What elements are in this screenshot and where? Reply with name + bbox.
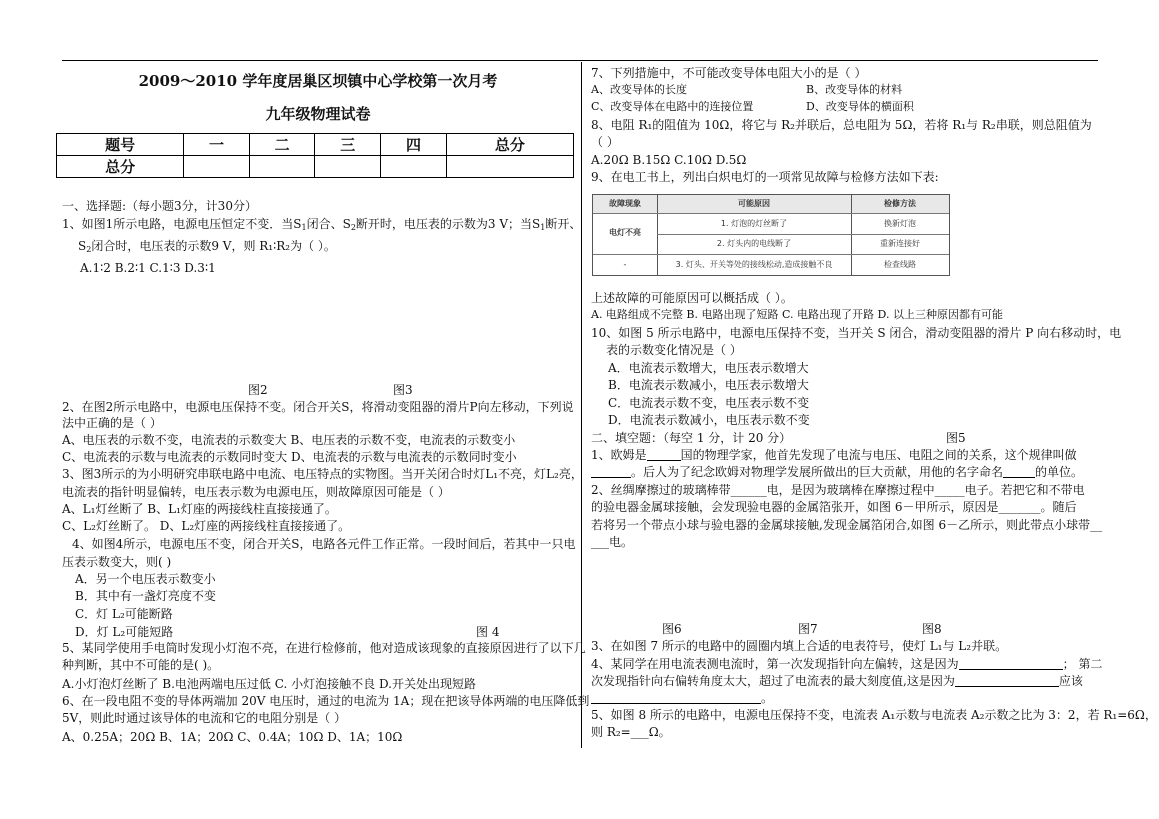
f1-blank: [591, 465, 631, 478]
q4-option-c: C．灯 L₂可能断路: [75, 607, 173, 621]
q5-options: A.小灯泡灯丝断了 B.电池两端电压过低 C. 小灯泡接触不良 D.开关处出现短路: [62, 677, 476, 691]
q1-sub: 1: [301, 223, 307, 232]
f4-text: 4、某同学在用电流表测电流时，第一次发现指针向左偏转，这是因为: [591, 657, 959, 671]
q9-line: 9、在电工书上，列出白炽电灯的一项常见故障与检修方法如下表:: [591, 170, 939, 184]
f4-line2: [591, 673, 1083, 689]
q3-line1: 3、图3所示的为小明研究串联电路中电流、电压特点的实物图。当开关闭合时灯L₁不亮，灯L₂亮，: [62, 467, 583, 481]
q5-line2: 种判断，其中不可能的是( )。: [62, 658, 220, 672]
q10-option-a: A．电流表示数增大，电压表示数增大: [608, 361, 809, 375]
f4-blank: [959, 657, 1063, 670]
f4-text: 应该: [1058, 674, 1083, 688]
q6-line2: 5V，则此时通过该导体的电流和它的电阻分别是（ ）: [62, 711, 347, 725]
q2-options2: C、电流表的示数与电流表的示数同时变大 D、电流表的示数与电流表的示数同时变小: [62, 450, 517, 464]
q4-option-d: D．灯 L₂可能短路: [75, 625, 174, 639]
q10-option-b: B．电流表示数减小，电压表示数增大: [608, 378, 809, 392]
q7-option-b: B、改变导体的材料: [806, 83, 903, 96]
q1-sub: 2: [350, 223, 356, 232]
fault-header-fix: 检修方法: [851, 195, 949, 213]
fig6-label: 图6: [662, 622, 682, 636]
fault-header-symptom: 故障现象: [593, 195, 657, 213]
fault-symptom: 电灯不亮: [609, 228, 641, 237]
q10-line1: 10、如图 5 所示电路中，电源电压保持不变，当开关 S 闭合，滑动变阻器的滑片 P 向右移动时，电: [591, 326, 1122, 340]
fault-table-divider: [593, 254, 949, 255]
q2-line1: 2、在图2所示电路中，电源电压保持不变。闭合开关S，将滑动变阻器的滑片P向左移动，下列说: [62, 400, 574, 414]
q1-text: 断开、: [545, 217, 582, 231]
f1-text: 的单位。: [1035, 465, 1084, 479]
q1-text: 断开时，电压表的示数为3 V；当S: [355, 217, 541, 231]
score-cell-empty: [315, 156, 381, 178]
q1-text: 闭合、S: [306, 217, 351, 231]
f4-text: 。: [761, 691, 774, 705]
f2-line4: ___电。: [591, 535, 634, 549]
fig3-label: 图3: [393, 383, 413, 397]
q4-line1: 4、如图4所示，电源电压不变，闭合开关S，电路各元件工作正常。一段时间后，若其中一只电: [72, 537, 576, 551]
score-cell: 总分: [57, 156, 184, 178]
q6-line1: 6、在一段电阻不变的导体两端加 20V 电压时，通过的电流为 1A；现在把该导体两端的电压降低到: [62, 694, 590, 708]
q10-option-d: D．电流表示数减小，电压表示数不变: [608, 413, 810, 427]
q5-line1: 5、某同学使用手电筒时发现小灯泡不亮，在进行检修前，他对造成该现象的直接原因进行了以下几: [62, 641, 586, 655]
f5-line1: 5、如图 8 所示的电路中，电源电压保持不变，电流表 A₁示数与电流表 A₂示数之比为 3：2，若 R₁=6Ω，: [591, 708, 1157, 722]
fault-fix: 换新灯泡: [884, 219, 916, 228]
q1-text: S: [78, 239, 87, 253]
score-cell: 一: [184, 134, 250, 156]
section2-header: 二、填空题：（每空 1 分，计 20 分）: [591, 431, 792, 445]
score-cell-empty: [249, 156, 315, 178]
score-cell: 二: [249, 134, 315, 156]
f4-text: ； 第二: [1062, 657, 1103, 671]
q9-options: A. 电路组成不完整 B. 电路出现了短路 C. 电路出现了开路 D. 以上三种原因都有可能: [591, 308, 1003, 321]
f4-text: 次发现指针向右偏转角度太大，超过了电流表的最大刻度值,这是因为: [591, 674, 955, 688]
f1-line1: [591, 447, 1077, 463]
q2-options1: A、电压表的示数不变，电流表的示数变大 B、电压表的示数不变，电流表的示数变小: [62, 433, 516, 447]
q10-line2: 表的示数变化情况是（ ）: [606, 343, 742, 357]
q8-line2: （ ）: [591, 135, 619, 149]
q1-options: A.1∶2 B.2∶1 C.1∶3 D.3∶1: [80, 261, 216, 275]
f4-line3: [591, 690, 773, 706]
q7-line: 7、下列措施中，不可能改变导体电阻大小的是（ ）: [591, 66, 867, 80]
f2-line3: 若将另一个带点小球与验电器的金属球接触,发现金属箔闭合,如图 6－乙所示，则此带点小球带__: [591, 518, 1103, 532]
q3-options1: A、L₁灯丝断了 B、L₁灯座的两接线柱直接接通了。: [62, 502, 337, 516]
q1-text: 闭合时，电压表的示数9 V，则 R₁∶R₂为（ ）。: [91, 239, 336, 253]
q7-option-d: D、改变导体的横面积: [806, 100, 914, 113]
score-cell: 三: [315, 134, 381, 156]
exam-subtitle: 九年级物理试卷: [265, 105, 371, 123]
fig2-label: 图2: [248, 383, 268, 397]
score-cell-empty: [381, 156, 447, 178]
f1-text: 国的物理学家，他首先发现了电流与电压、电阻之间的关系，这个规律叫做: [680, 448, 1077, 462]
f1-blank: [647, 448, 681, 461]
f3-line: 3、在如图 7 所示的电路中的圆圈内填上合适的电表符号，使灯 L₁与 L₂并联。: [591, 639, 1008, 653]
f5-line2: 则 R₂=___Ω。: [591, 725, 671, 739]
q7-option-c: C、改变导体在电路中的连接位置: [591, 100, 754, 113]
q1-text: 1、如图1所示电路，电源电压恒定不变．当S: [62, 217, 302, 231]
q9-line2: 上述故障的可能原因可以概括成（ ）。: [591, 291, 793, 305]
q4-line2: 压表示数变大，则( ): [62, 555, 172, 569]
q4-option-a: A．另一个电压表示数变小: [75, 572, 216, 586]
q6-options: A、0.25A；20Ω B、1A；20Ω C、0.4A；10Ω D、1A；10Ω: [62, 730, 403, 744]
f1-line2: [591, 464, 1083, 480]
q3-options2: C、L₂灯丝断了。 D、L₂灯座的两接线柱直接接通了。: [62, 519, 351, 533]
score-cell: 题号: [57, 134, 184, 156]
f1-text: 。后人为了纪念欧姆对物理学发展所做出的巨大贡献，用他的名字命名: [631, 465, 1004, 479]
q8-options: A.20Ω B.15Ω C.10Ω D.5Ω: [591, 153, 747, 167]
f4-line1: [591, 656, 1102, 672]
f2-line2: 的验电器金属球接触，会发现验电器的金属箔张开，如图 6－甲所示，原因是_______。随后: [591, 500, 1077, 514]
q3-line2: 电流表的指针明显偏转，电压表示数为电源电压，则故障原因可能是（ ）: [62, 485, 450, 499]
q1-line2: [78, 238, 336, 258]
fig4-label: 图 4: [476, 625, 500, 639]
q8-line1: 8、电阻 R₁的阻值为 10Ω，将它与 R₂并联后，总电阻为 5Ω，若将 R₁与 R₂串联，则总阻值为: [591, 118, 1092, 132]
fault-cause: 3. 灯头、开关等处的接线松动,造成接触不良: [675, 260, 833, 269]
score-table-header-row: [57, 134, 574, 156]
f4-blank: [955, 674, 1059, 687]
fault-table-divider: [593, 213, 949, 214]
fig8-label: 图8: [922, 622, 942, 636]
fig5-label: 图5: [946, 431, 966, 445]
fault-cause: 2. 灯头内的电线断了: [716, 239, 792, 248]
top-rule: [62, 60, 1098, 61]
fault-fix: 重新连接好: [880, 239, 920, 248]
f1-text: 1、欧姆是: [591, 448, 647, 462]
q4-option-b: B．其中有一盏灯亮度不变: [75, 589, 216, 603]
section1-header: 一、选择题:（每小题3分，计30分）: [62, 199, 257, 213]
score-table-value-row: [57, 156, 574, 178]
f4-blank: [591, 691, 761, 704]
score-cell: 四: [381, 134, 447, 156]
score-cell-empty: [184, 156, 250, 178]
score-table: [56, 133, 574, 178]
fig7-label: 图7: [798, 622, 818, 636]
fault-fix: 检查线路: [884, 260, 916, 269]
score-cell-empty: [446, 156, 573, 178]
fault-cause: 1. 灯泡的灯丝断了: [720, 219, 788, 228]
fault-table: [592, 194, 950, 276]
f2-line1: 2、丝绸摩擦过的玻璃棒带______电，是因为玻璃棒在摩擦过程中_____电子。若把它和不带电: [591, 483, 1085, 497]
q7-option-a: A、改变导体的长度: [591, 83, 687, 96]
q1-sub: 2: [86, 245, 92, 254]
q10-option-c: C．电流表示数不变，电压表示数不变: [608, 396, 810, 410]
score-cell: 总分: [446, 134, 573, 156]
fault-dash: -: [623, 260, 627, 269]
q2-line2: 法中正确的是（ ）: [62, 416, 162, 430]
q1-sub: 1: [540, 223, 546, 232]
q1-line1: [62, 216, 581, 236]
fault-header-cause: 可能原因: [657, 195, 851, 213]
f1-blank: [1003, 465, 1035, 478]
exam-title: 2009～2010 学年度居巢区坝镇中心学校第一次月考: [138, 72, 498, 90]
